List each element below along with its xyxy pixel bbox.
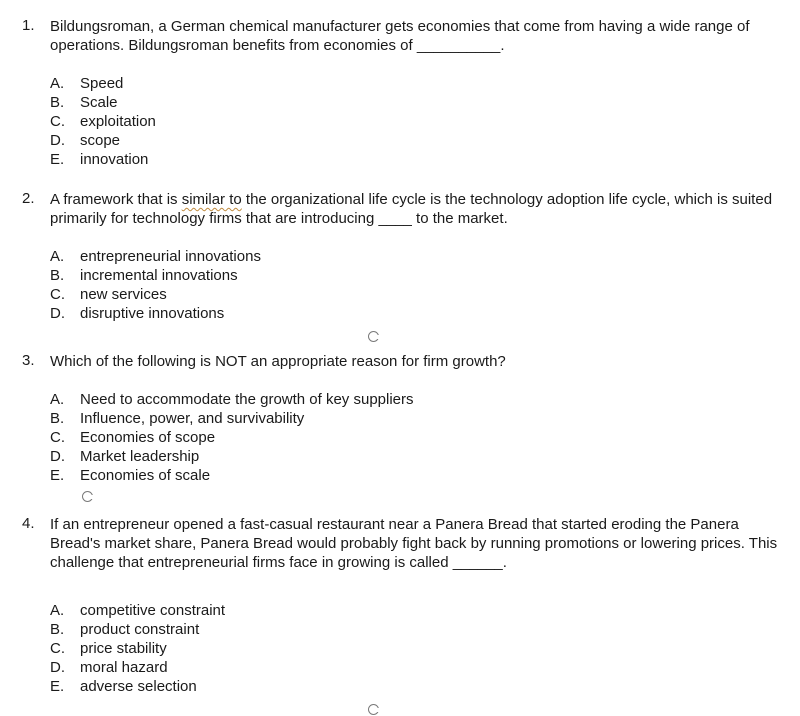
grammar-flag: similar to — [181, 191, 242, 208]
option-c[interactable]: C. new services — [50, 286, 167, 303]
answer-blank: __________ — [416, 37, 501, 54]
option-b[interactable]: B. Scale — [50, 94, 118, 111]
option-d[interactable]: D. Market leadership — [50, 448, 200, 465]
option-e[interactable]: E. Economies of scale — [50, 467, 211, 484]
option-d[interactable]: D. moral hazard — [50, 659, 168, 676]
answer-blank: ______ — [452, 554, 503, 571]
radio-button[interactable] — [82, 491, 93, 502]
option-b[interactable]: B. incremental innovations — [50, 267, 238, 284]
question-number: 3. — [22, 352, 35, 369]
option-c[interactable]: C. Economies of scope — [50, 429, 216, 446]
option-e[interactable]: E. innovation — [50, 151, 149, 168]
option-d[interactable]: D. scope — [50, 132, 121, 149]
answer-options — [50, 390, 414, 485]
question-stem: Bildungsroman, a German chemical manufacturer gets economies that come from having a wide range of operations. Bildungsroman benefits from economies of __________. — [50, 18, 750, 54]
option-c[interactable]: C. price stability — [50, 640, 167, 657]
radio-button[interactable] — [368, 704, 379, 715]
question-stem: If an entrepreneur opened a fast-casual restaurant near a Panera Bread that started eroding the Panera Bread's market share, Panera Bread would probably fight back by running promotions or lowering prices. This challenge that entrepreneurial firms face in growing is called ______. — [50, 516, 778, 571]
question-number: 1. — [22, 17, 35, 34]
answer-blank: ____ — [378, 210, 412, 227]
question-number: 4. — [22, 515, 35, 532]
radio-button[interactable] — [368, 331, 379, 342]
option-a[interactable]: A. entrepreneurial innovations — [50, 248, 261, 265]
answer-options — [50, 601, 225, 696]
option-a[interactable]: A. Need to accommodate the growth of key suppliers — [50, 391, 414, 408]
option-b[interactable]: B. Influence, power, and survivability — [50, 410, 305, 427]
option-a[interactable]: A. Speed — [50, 75, 124, 92]
question-number: 2. — [22, 190, 35, 207]
answer-options — [50, 74, 156, 169]
answer-options — [50, 247, 261, 323]
option-d[interactable]: D. disruptive innovations — [50, 305, 225, 322]
question-stem: A framework that is similar to the organizational life cycle is the technology adoption life cycle, which is suited primarily for technology firms that are introducing ____ to the market. — [50, 191, 773, 227]
option-c[interactable]: C. exploitation — [50, 113, 156, 130]
question-stem: Which of the following is NOT an appropriate reason for firm growth? — [50, 353, 506, 370]
option-a[interactable]: A. competitive constraint — [50, 602, 226, 619]
option-e[interactable]: E. adverse selection — [50, 678, 197, 695]
option-b[interactable]: B. product constraint — [50, 621, 200, 638]
